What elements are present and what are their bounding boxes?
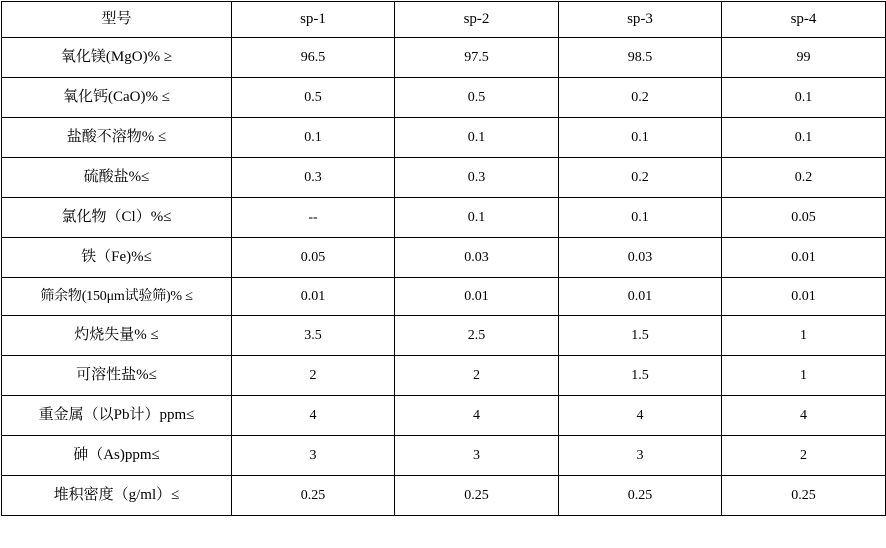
row-label-hcl-insoluble: 盐酸不溶物% ≤ xyxy=(2,118,232,158)
cell-mgo-sp-1: 96.5 xyxy=(232,38,395,78)
table-row xyxy=(2,476,886,516)
document-page xyxy=(0,1,886,548)
cell-cao-sp-2: 0.5 xyxy=(395,78,559,118)
row-label-bulk-density: 堆积密度（g/ml）≤ xyxy=(2,476,232,516)
cell-sieve-residue-sp-3: 0.01 xyxy=(559,278,722,316)
row-label-mgo: 氧化镁(MgO)% ≥ xyxy=(2,38,232,78)
cell-sieve-residue-sp-1: 0.01 xyxy=(232,278,395,316)
magnesium-oxide-specification-table xyxy=(1,1,886,516)
cell-hcl-insoluble-sp-2: 0.1 xyxy=(395,118,559,158)
cell-ignition-loss-sp-4: 1 xyxy=(722,316,886,356)
cell-bulk-density-sp-2: 0.25 xyxy=(395,476,559,516)
cell-chloride-sp-3: 0.1 xyxy=(559,198,722,238)
cell-sulfate-sp-4: 0.2 xyxy=(722,158,886,198)
row-label-iron: 铁（Fe)%≤ xyxy=(2,238,232,278)
cell-heavy-metals-sp-4: 4 xyxy=(722,396,886,436)
cell-soluble-salt-sp-2: 2 xyxy=(395,356,559,396)
cell-heavy-metals-sp-3: 4 xyxy=(559,396,722,436)
cell-soluble-salt-sp-3: 1.5 xyxy=(559,356,722,396)
cell-mgo-sp-4: 99 xyxy=(722,38,886,78)
cell-hcl-insoluble-sp-1: 0.1 xyxy=(232,118,395,158)
table-row xyxy=(2,38,886,78)
row-label-soluble-salt: 可溶性盐%≤ xyxy=(2,356,232,396)
table-header-row xyxy=(2,2,886,38)
column-header-sp-1: sp-1 xyxy=(232,2,395,38)
cell-cao-sp-3: 0.2 xyxy=(559,78,722,118)
cell-arsenic-sp-2: 3 xyxy=(395,436,559,476)
cell-iron-sp-2: 0.03 xyxy=(395,238,559,278)
column-header-model: 型号 xyxy=(2,2,232,38)
cell-sulfate-sp-1: 0.3 xyxy=(232,158,395,198)
cell-sieve-residue-sp-4: 0.01 xyxy=(722,278,886,316)
column-header-sp-4: sp-4 xyxy=(722,2,886,38)
cell-heavy-metals-sp-2: 4 xyxy=(395,396,559,436)
row-label-ignition-loss: 灼烧失量% ≤ xyxy=(2,316,232,356)
cell-cao-sp-1: 0.5 xyxy=(232,78,395,118)
table-row xyxy=(2,158,886,198)
cell-sieve-residue-sp-2: 0.01 xyxy=(395,278,559,316)
table-row xyxy=(2,278,886,316)
table-row xyxy=(2,198,886,238)
cell-bulk-density-sp-4: 0.25 xyxy=(722,476,886,516)
cell-chloride-sp-4: 0.05 xyxy=(722,198,886,238)
table-row xyxy=(2,118,886,158)
cell-iron-sp-4: 0.01 xyxy=(722,238,886,278)
cell-bulk-density-sp-3: 0.25 xyxy=(559,476,722,516)
table-row xyxy=(2,78,886,118)
column-header-sp-2: sp-2 xyxy=(395,2,559,38)
row-label-arsenic: 砷（As)ppm≤ xyxy=(2,436,232,476)
cell-heavy-metals-sp-1: 4 xyxy=(232,396,395,436)
row-label-cao: 氧化钙(CaO)% ≤ xyxy=(2,78,232,118)
cell-hcl-insoluble-sp-3: 0.1 xyxy=(559,118,722,158)
cell-ignition-loss-sp-1: 3.5 xyxy=(232,316,395,356)
row-label-chloride: 氯化物（Cl）%≤ xyxy=(2,198,232,238)
table-row xyxy=(2,356,886,396)
cell-arsenic-sp-1: 3 xyxy=(232,436,395,476)
cell-chloride-sp-1: -- xyxy=(232,198,395,238)
cell-mgo-sp-2: 97.5 xyxy=(395,38,559,78)
table-body xyxy=(2,38,886,516)
cell-iron-sp-1: 0.05 xyxy=(232,238,395,278)
cell-sulfate-sp-2: 0.3 xyxy=(395,158,559,198)
cell-chloride-sp-2: 0.1 xyxy=(395,198,559,238)
row-label-sieve-residue: 筛余物(150μm试验筛)% ≤ xyxy=(2,278,232,316)
cell-arsenic-sp-4: 2 xyxy=(722,436,886,476)
table-header xyxy=(2,2,886,38)
row-label-sulfate: 硫酸盐%≤ xyxy=(2,158,232,198)
cell-cao-sp-4: 0.1 xyxy=(722,78,886,118)
cell-sulfate-sp-3: 0.2 xyxy=(559,158,722,198)
cell-mgo-sp-3: 98.5 xyxy=(559,38,722,78)
cell-soluble-salt-sp-4: 1 xyxy=(722,356,886,396)
row-label-heavy-metals: 重金属（以Pb计）ppm≤ xyxy=(2,396,232,436)
table-row xyxy=(2,396,886,436)
cell-bulk-density-sp-1: 0.25 xyxy=(232,476,395,516)
cell-iron-sp-3: 0.03 xyxy=(559,238,722,278)
column-header-sp-3: sp-3 xyxy=(559,2,722,38)
cell-soluble-salt-sp-1: 2 xyxy=(232,356,395,396)
cell-hcl-insoluble-sp-4: 0.1 xyxy=(722,118,886,158)
cell-ignition-loss-sp-2: 2.5 xyxy=(395,316,559,356)
cell-arsenic-sp-3: 3 xyxy=(559,436,722,476)
table-row xyxy=(2,316,886,356)
cell-ignition-loss-sp-3: 1.5 xyxy=(559,316,722,356)
table-row xyxy=(2,238,886,278)
table-row xyxy=(2,436,886,476)
